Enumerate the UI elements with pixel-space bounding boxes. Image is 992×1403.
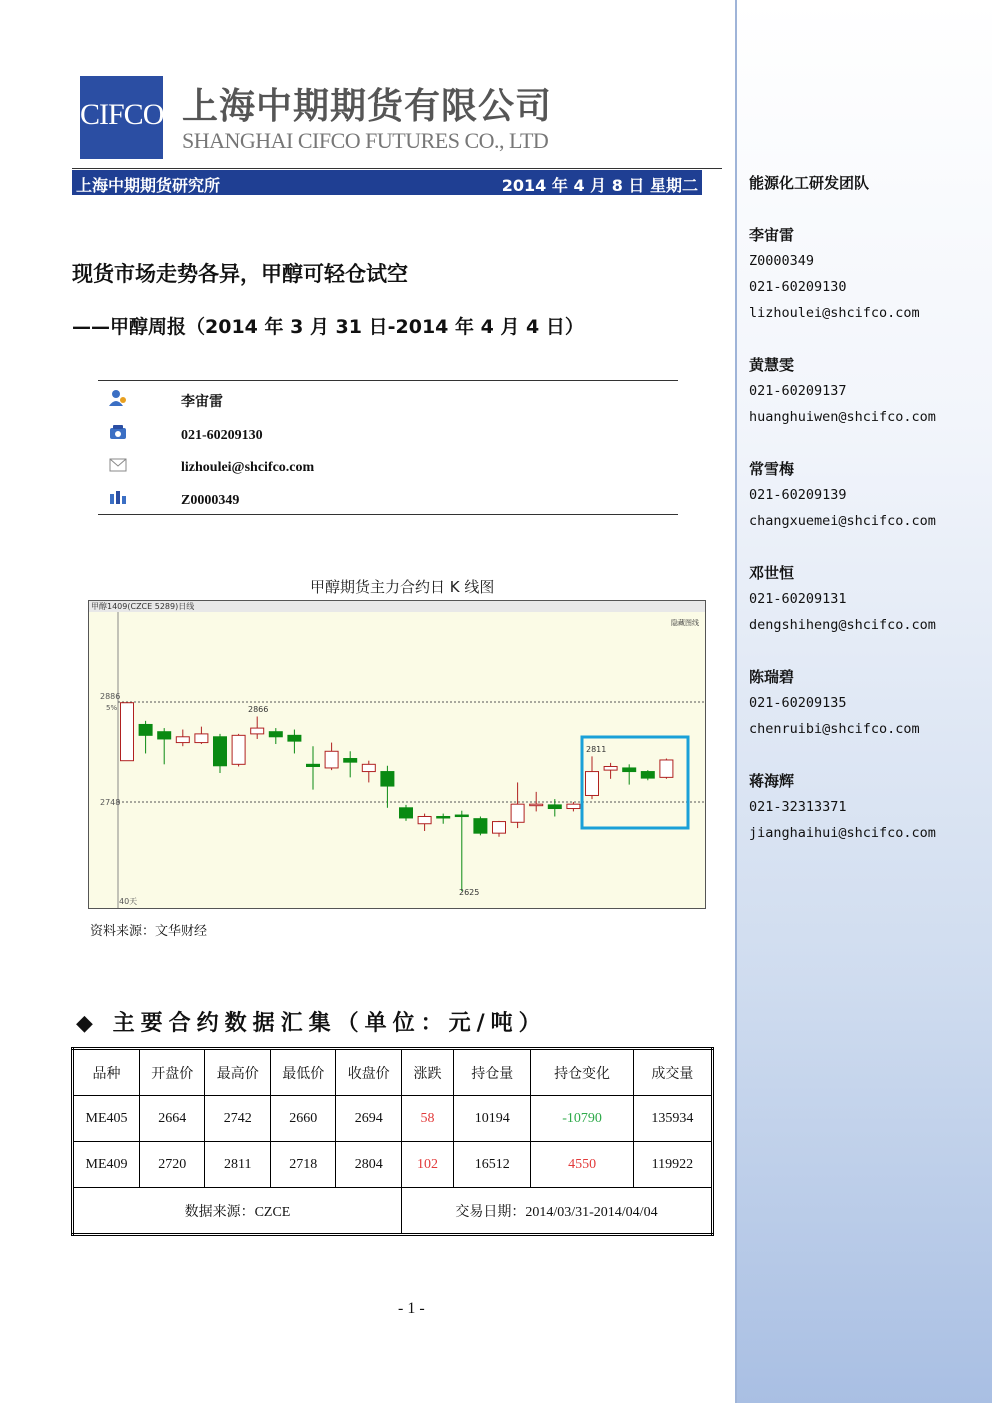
contact-phone: 021-60209135 [749, 695, 847, 711]
table-row [73, 1096, 713, 1142]
candle-up [493, 822, 506, 834]
candle-down [400, 808, 413, 818]
contact-email[interactable]: changxuemei@shcifco.com [749, 513, 936, 529]
table-cell: 10194 [454, 1096, 531, 1142]
col-header: 成交量 [633, 1049, 712, 1096]
author-license: Z0000349 [181, 493, 240, 508]
table-cell: 2720 [140, 1142, 205, 1188]
table-cell: 119922 [633, 1142, 712, 1188]
annotation-recent-high: 2811 [586, 745, 607, 754]
mail-icon [108, 456, 128, 474]
contact-email[interactable]: jianghaihui@shcifco.com [749, 825, 936, 841]
contact-phone: 021-60209139 [749, 487, 847, 503]
candle-up [362, 764, 375, 771]
section-title: ◆ 主要合约数据汇集（单位：元/吨） [76, 1011, 547, 1036]
table-cell: 135934 [633, 1096, 712, 1142]
contact-name: 常雪梅 [749, 460, 795, 478]
contact-name: 陈瑞碧 [749, 668, 795, 686]
candle-up [567, 804, 580, 808]
kline-chart [88, 600, 706, 909]
candle-up [418, 816, 431, 823]
col-header: 品种 [73, 1049, 140, 1096]
candle-down [269, 732, 282, 737]
candle-up [530, 804, 543, 806]
contact-email[interactable]: lizhoulei@shcifco.com [749, 305, 920, 321]
candle-down [214, 737, 227, 766]
candle-up [604, 766, 617, 770]
annotation-low: 2625 [459, 888, 480, 897]
header-divider [72, 168, 722, 169]
candle-down [139, 724, 152, 735]
table-cell: 2718 [270, 1142, 335, 1188]
col-header: 开盘价 [140, 1049, 205, 1096]
table-cell: 2811 [205, 1142, 270, 1188]
col-header: 涨跌 [401, 1049, 453, 1096]
contact-name: 李宙雷 [749, 226, 795, 244]
table-cell: 2660 [270, 1096, 335, 1142]
candle-down [641, 772, 654, 779]
contact-card [749, 664, 920, 742]
col-header: 持仓量 [454, 1049, 531, 1096]
candle-down [307, 764, 320, 766]
contract-data-table [71, 1047, 714, 1236]
table-cell: ME409 [73, 1142, 140, 1188]
table-cell: 2664 [140, 1096, 205, 1142]
company-name-en: SHANGHAI CIFCO FUTURES CO., LTD [182, 128, 549, 153]
table-cell: -10790 [531, 1096, 633, 1142]
table-cell: 2804 [336, 1142, 401, 1188]
col-header: 持仓变化 [531, 1049, 633, 1096]
header-bar [72, 170, 702, 195]
table-cell: 4550 [531, 1142, 633, 1188]
table-header-row [73, 1049, 713, 1096]
institute-name: 上海中期期货研究所 [76, 176, 221, 195]
col-header: 最低价 [270, 1049, 335, 1096]
table-footer-row [73, 1188, 713, 1235]
contact-phone: 021-60209137 [749, 383, 847, 399]
col-header: 最高价 [205, 1049, 270, 1096]
chart-header-label: 甲醇1409(CZCE 5289)日线 [91, 602, 195, 611]
report-subtitle: ——甲醇周报（2014 年 3 月 31 日-2014 年 4 月 4 日） [72, 316, 584, 338]
candle-up [511, 804, 524, 822]
contact-card [749, 456, 936, 534]
contact-card [749, 222, 920, 326]
table-cell: ME405 [73, 1096, 140, 1142]
report-date: 2014 年 4 月 8 日 星期二 [501, 176, 698, 195]
chart-source: 资料来源：文华财经 [90, 924, 208, 939]
table-row [73, 1142, 713, 1188]
author-email[interactable]: lizhoulei@shcifco.com [181, 460, 315, 475]
candle-down [288, 735, 301, 741]
contact-email[interactable]: huanghuiwen@shcifco.com [749, 409, 936, 425]
candle-up [176, 737, 189, 743]
candle-up [195, 734, 208, 743]
contact-phone: 021-32313371 [749, 799, 847, 815]
candle-up [660, 760, 673, 777]
contact-email[interactable]: dengshiheng@shcifco.com [749, 617, 936, 633]
contact-name: 蒋海辉 [749, 772, 795, 790]
bottom-label: 40天 [119, 897, 138, 906]
pct-label: 5% [106, 704, 118, 712]
candle-up [586, 772, 599, 796]
contact-card [749, 768, 936, 846]
chart-frame [89, 601, 706, 909]
author-phone: 021-60209130 [181, 428, 263, 443]
company-logo [80, 76, 163, 159]
candle-up [325, 751, 338, 768]
team-title: 能源化工研发团队 [749, 174, 870, 192]
author-name: 李宙雷 [181, 395, 223, 410]
y-axis-tick-label: 2748 [100, 798, 121, 807]
table-cell: 2694 [336, 1096, 401, 1142]
candle-down [158, 732, 171, 739]
candle-down [437, 816, 450, 818]
table-cell: 58 [401, 1096, 453, 1142]
contact-name: 邓世恒 [749, 564, 795, 582]
contact-card [749, 560, 936, 638]
kline-svg [88, 600, 706, 909]
page-number: - 1 - [398, 1300, 425, 1317]
table-cell: 2742 [205, 1096, 270, 1142]
author-box [98, 380, 678, 515]
candle-down [344, 759, 357, 763]
candle-up [232, 735, 245, 764]
candle-down [548, 805, 561, 809]
table-footer-date: 交易日期：2014/03/31-2014/04/04 [401, 1188, 712, 1235]
contact-phone: 021-60209131 [749, 591, 847, 607]
chart-caption: 甲醇期货主力合约日 K 线图 [310, 578, 495, 596]
report-title: 现货市场走势各异，甲醇可轻仓试空 [72, 262, 408, 286]
candle-down [623, 768, 636, 772]
contact-sidebar [735, 0, 992, 1403]
contact-license: Z0000349 [749, 253, 815, 269]
candle-up [251, 728, 264, 734]
logo-text: CIFCO [80, 98, 164, 131]
chart-corner-label: 隐藏图线 [671, 619, 699, 627]
table-footer-source: 数据来源：CZCE [73, 1188, 402, 1235]
contact-name: 黄慧雯 [749, 356, 795, 374]
candle-up [121, 703, 134, 761]
candle-down [381, 772, 394, 786]
phone-icon [108, 424, 128, 442]
contact-card [749, 352, 936, 430]
col-header: 收盘价 [336, 1049, 401, 1096]
license-icon [108, 488, 128, 506]
annotation-high: 2866 [248, 705, 269, 714]
table-cell: 102 [401, 1142, 453, 1188]
contact-email[interactable]: chenruibi@shcifco.com [749, 721, 920, 737]
y-axis-tick-label: 2886 [100, 692, 121, 701]
company-name-cn: 上海中期期货有限公司 [182, 86, 553, 127]
table-cell: 16512 [454, 1142, 531, 1188]
contact-phone: 021-60209130 [749, 279, 847, 295]
candle-down [455, 815, 468, 817]
person-icon [108, 389, 128, 407]
candle-down [474, 819, 487, 833]
